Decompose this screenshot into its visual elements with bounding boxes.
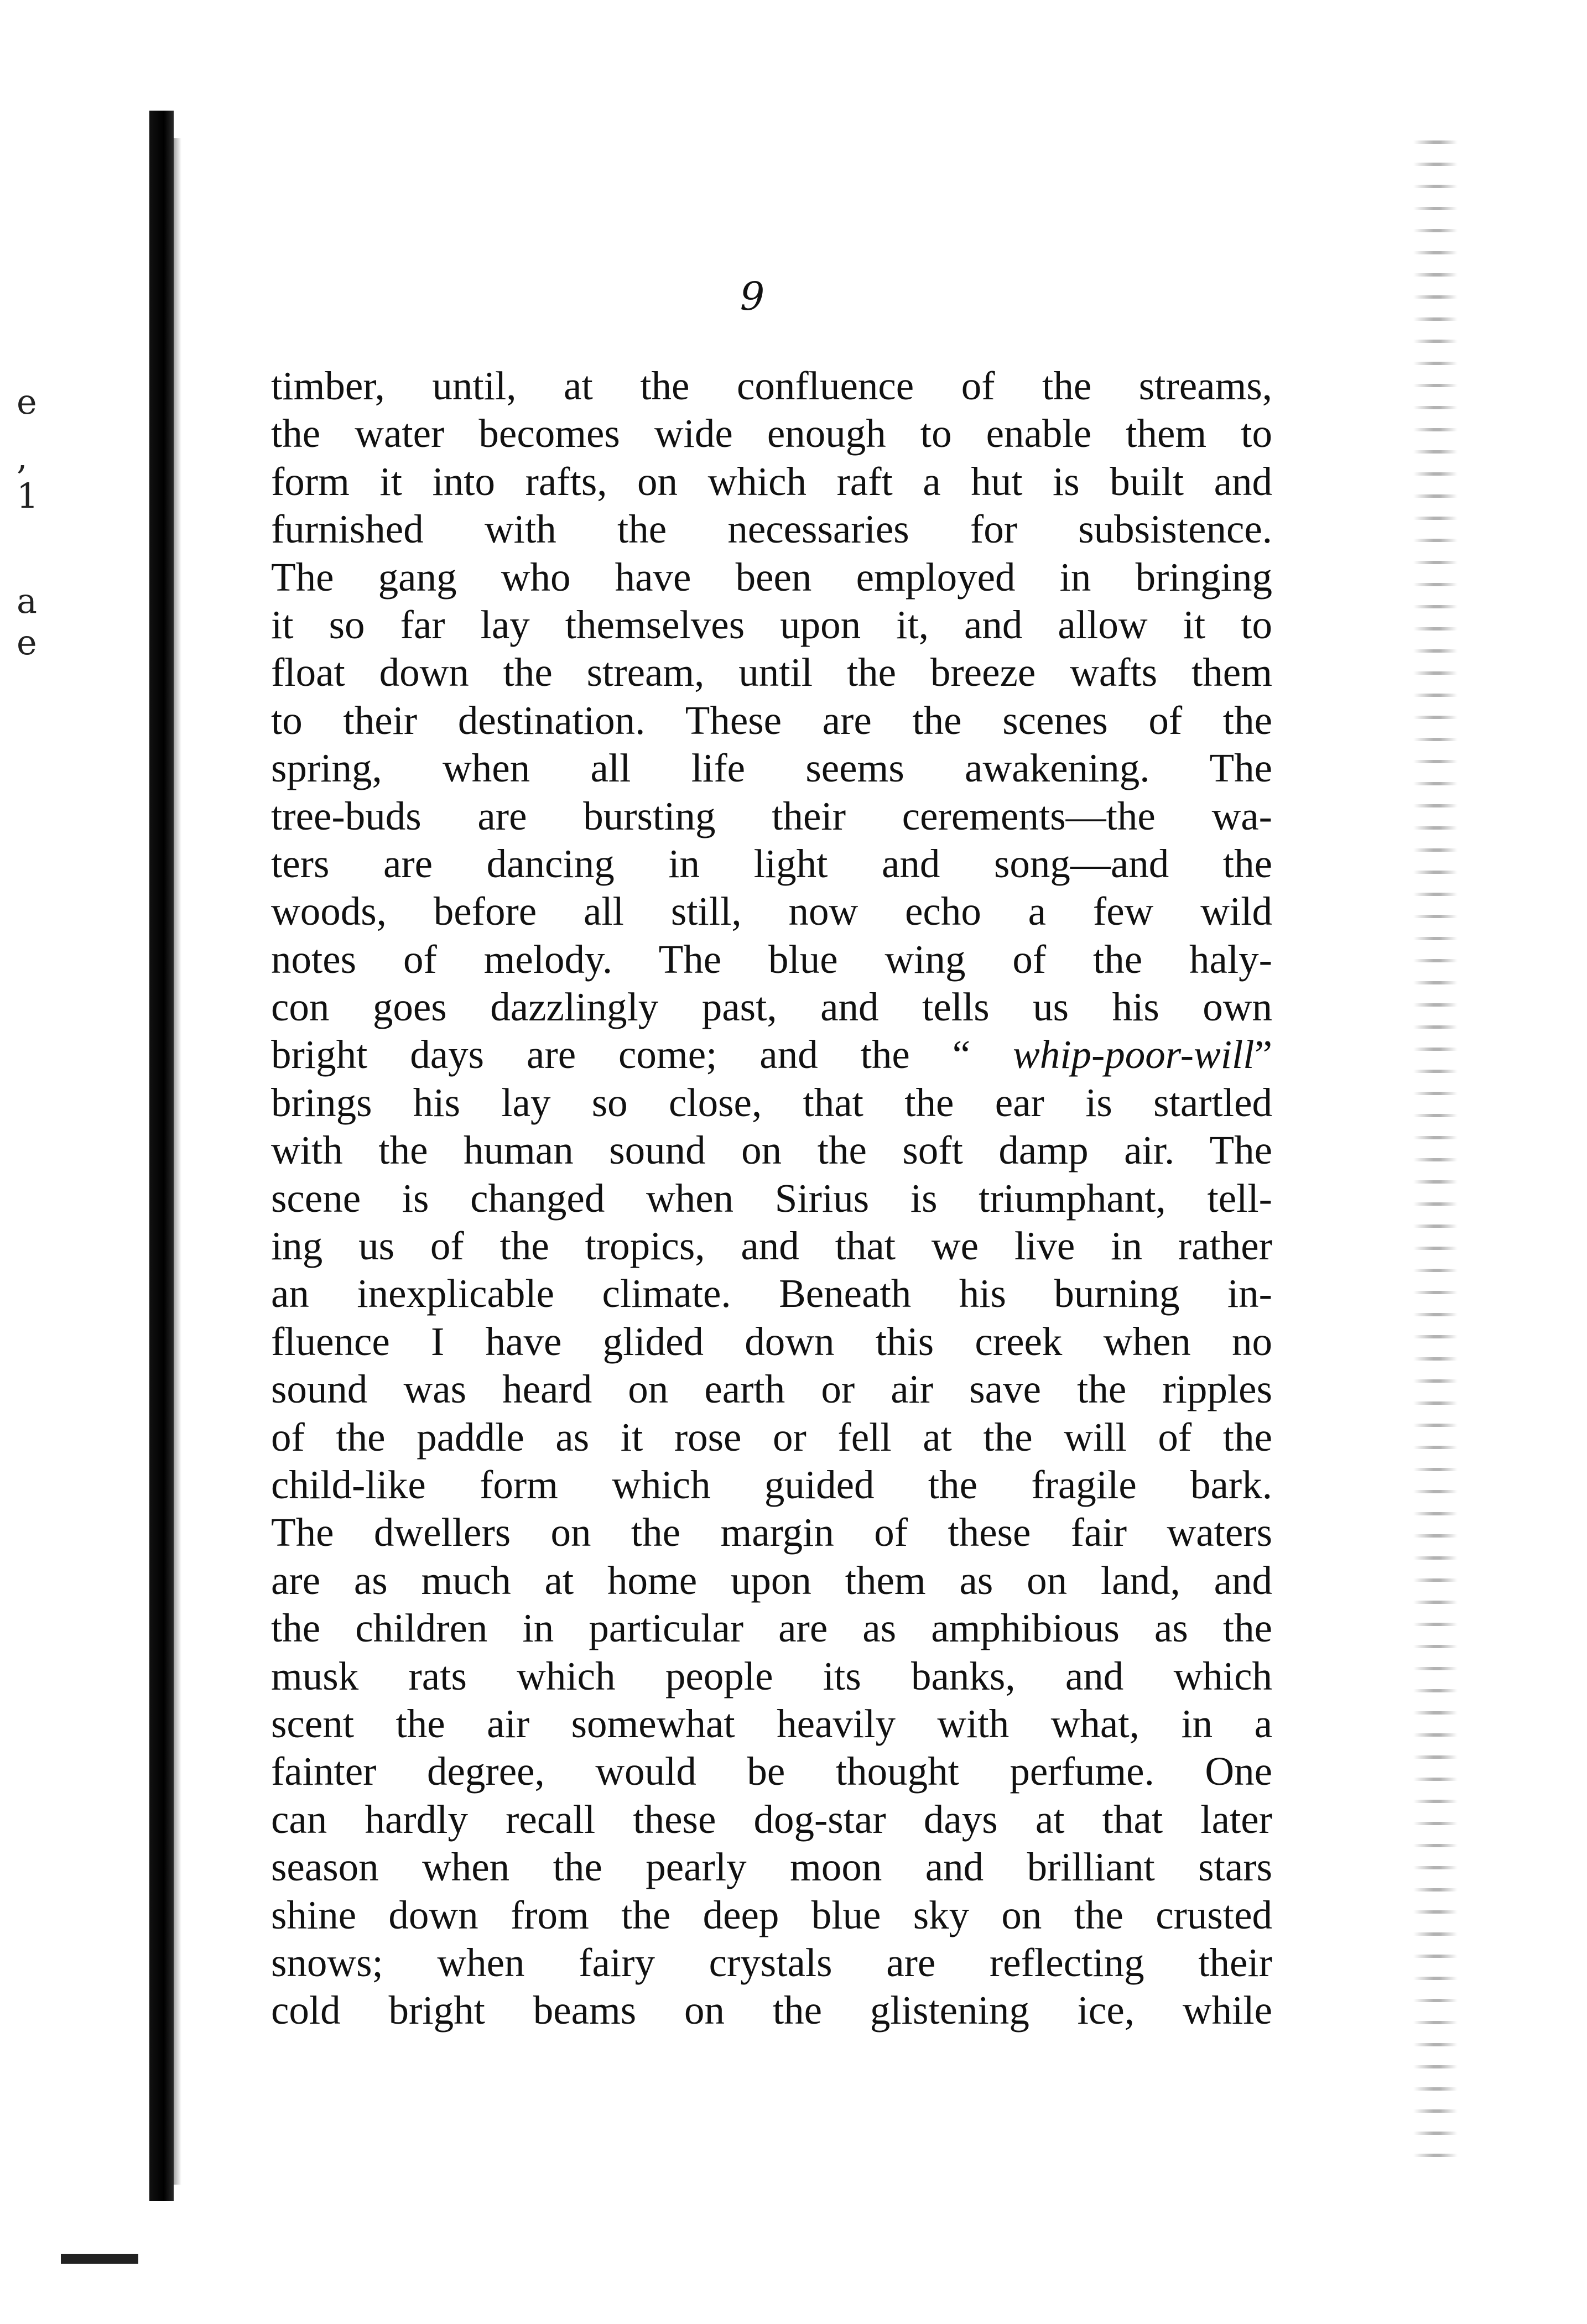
text-line: the water becomes wide enough to enable them to	[271, 411, 1272, 456]
text-line: tree-buds are bursting their cerements—the wa-	[271, 793, 1272, 838]
text-line: of the paddle as it rose or fell at the will of the	[271, 1414, 1272, 1460]
text-line: brings his lay so close, that the ear is startled	[271, 1080, 1272, 1125]
bottom-edge-mark	[61, 2254, 138, 2264]
text-line: notes of melody. The blue wing of the haly-	[271, 936, 1272, 982]
text-line: timber, until, at the confluence of the streams,	[271, 363, 1272, 408]
bleed-through-letter: ,	[17, 437, 28, 477]
text-line: form it into rafts, on which raft a hut is built and	[271, 458, 1272, 504]
text-line: the children in particular are as amphibious as the	[271, 1606, 1272, 1651]
text-line: woods, before all still, now echo a few wild	[271, 889, 1272, 934]
text-line: cold bright beams on the glistening ice, while	[271, 1988, 1272, 2033]
bleed-through-letter: a	[17, 581, 37, 621]
text-line: ters are dancing in light and song—and the	[271, 841, 1272, 886]
body-text	[271, 362, 1272, 2035]
text-line: The gang who have been employed in bringing	[271, 554, 1272, 600]
text-line: fluence I have glided down this creek when no	[271, 1319, 1272, 1364]
text-line: snows; when fairy crystals are reflecting their	[271, 1940, 1272, 1985]
text-line: it so far lay themselves upon it, and allow it to	[271, 602, 1272, 647]
text-line: fainter degree, would be thought perfume. One	[271, 1749, 1272, 1794]
text-line: shine down from the deep blue sky on the crusted	[271, 1892, 1272, 1937]
text-line: season when the pearly moon and brilliant stars	[271, 1844, 1272, 1890]
bleed-through-letter: 1	[17, 476, 39, 516]
text-line: an inexplicable climate. Beneath his burning in-	[271, 1271, 1272, 1316]
text-line: musk rats which people its banks, and which	[271, 1653, 1272, 1698]
text-line: are as much at home upon them as on land, and	[271, 1557, 1272, 1603]
binding-gutter-fade	[174, 138, 181, 2185]
text-line: can hardly recall these dog-star days at that later	[271, 1796, 1272, 1842]
bleed-through-letter: e	[17, 622, 37, 663]
text-line: to their destination. These are the scenes of the	[271, 697, 1272, 743]
text-line: scene is changed when Sirius is triumphant, tell-	[271, 1175, 1272, 1221]
text-line: sound was heard on earth or air save the ripples	[271, 1367, 1272, 1412]
text-line: child-like form which guided the fragile bark.	[271, 1462, 1272, 1507]
text-line: with the human sound on the soft damp air. The	[271, 1128, 1272, 1173]
binding-gutter-shadow	[149, 111, 174, 2201]
text-line: The dwellers on the margin of these fair waters	[271, 1510, 1272, 1555]
page-number: 9	[740, 274, 765, 319]
text-line: scent the air somewhat heavily with what, in a	[271, 1701, 1272, 1746]
italic-phrase: whip-poor-will	[1013, 1032, 1255, 1077]
text-line: con goes dazzlingly past, and tells us his own	[271, 984, 1272, 1030]
bleed-through-letter: e	[17, 382, 37, 422]
text-line: furnished with the necessaries for subsistence.	[271, 507, 1272, 552]
text-line: bright days are come; and the “ whip-poor-will”	[271, 1032, 1272, 1077]
text-line: ing us of the tropics, and that we live in rather	[271, 1223, 1272, 1269]
page-edge-specks	[1413, 122, 1458, 2168]
text-line: float down the stream, until the breeze wafts them	[271, 650, 1272, 695]
text-line: spring, when all life seems awakening. The	[271, 746, 1272, 791]
